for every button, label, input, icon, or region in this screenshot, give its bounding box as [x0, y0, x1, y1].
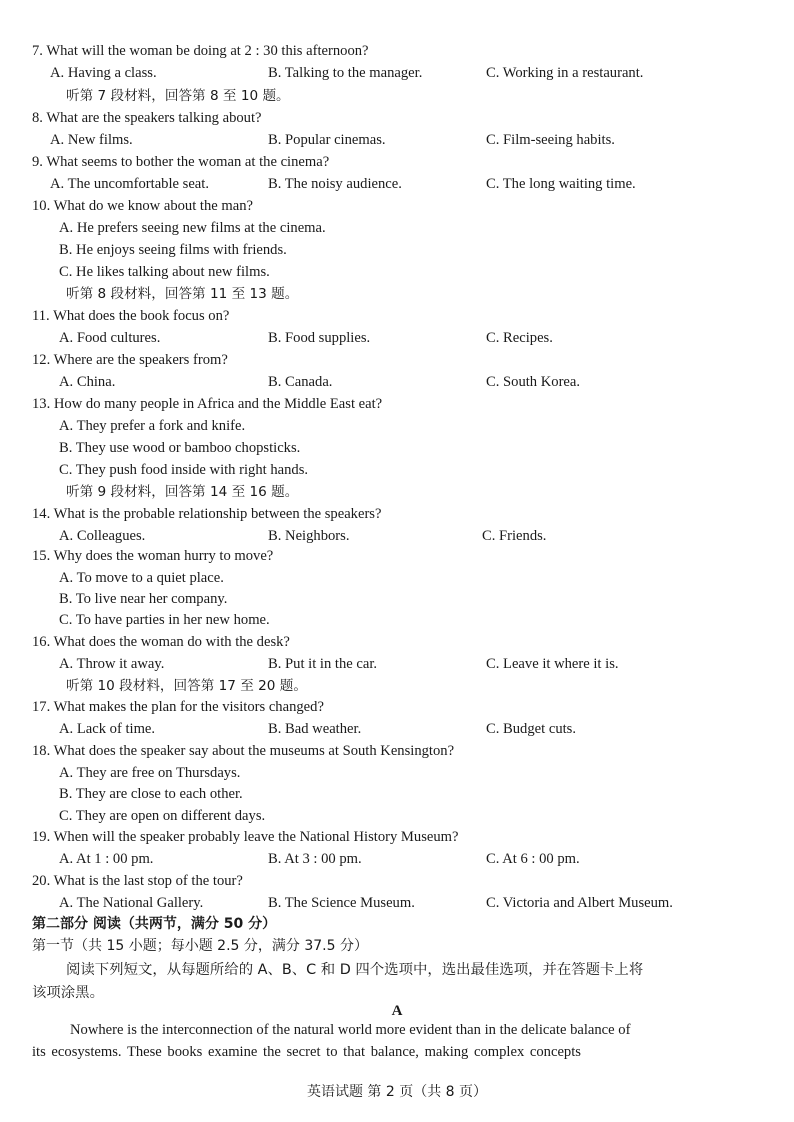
section-8-header: 听第 8 段材料，回答第 11 至 13 题。 — [66, 286, 299, 302]
q11-option-b: B. Food supplies. — [268, 330, 371, 346]
q9-option-c: C. The long waiting time. — [486, 176, 636, 192]
question-17: 17. What makes the plan for the visitors changed? — [32, 699, 324, 715]
q13-option-a: A. They prefer a fork and knife. — [59, 418, 246, 434]
part-two-heading: 第二部分 阅读（共两节，满分 50 分） — [32, 916, 277, 932]
question-8: 8. What are the speakers talking about? — [32, 110, 262, 126]
q20-option-c: C. Victoria and Albert Museum. — [486, 895, 673, 911]
q20-option-a: A. The National Gallery. — [59, 895, 204, 911]
question-15: 15. Why does the woman hurry to move? — [32, 548, 274, 564]
question-18: 18. What does the speaker say about the museums at South Kensington? — [32, 743, 455, 759]
q14-option-a: A. Colleagues. — [59, 528, 146, 544]
q19-option-b: B. At 3 : 00 pm. — [268, 851, 362, 867]
question-11: 11. What does the book focus on? — [32, 308, 230, 324]
q8-option-a: A. New films. — [50, 132, 133, 148]
q15-option-b: B. To live near her company. — [59, 591, 228, 607]
q10-option-b: B. He enjoys seeing films with friends. — [59, 242, 287, 258]
passage-line-2: its ecosystems. These books examine the secret to that balance, making complex concepts — [32, 1044, 581, 1060]
q9-option-a: A. The uncomfortable seat. — [50, 176, 209, 192]
q12-option-b: B. Canada. — [268, 374, 333, 390]
q10-option-c: C. He likes talking about new films. — [59, 264, 270, 280]
question-13: 13. How do many people in Africa and the Middle East eat? — [32, 396, 383, 412]
passage-title: A — [391, 1003, 403, 1019]
page-footer: 英语试题 第 2 页（共 8 页） — [306, 1084, 488, 1100]
question-16: 16. What does the woman do with the desk? — [32, 634, 290, 650]
q20-option-b: B. The Science Museum. — [268, 895, 415, 911]
q16-option-b: B. Put it in the car. — [268, 656, 378, 672]
question-14: 14. What is the probable relationship between the speakers? — [32, 506, 382, 522]
question-7: 7. What will the woman be doing at 2 : 30 this afternoon? — [32, 43, 369, 59]
q18-option-b: B. They are close to each other. — [59, 786, 243, 802]
reading-instruction-cont: 该项涂黑。 — [32, 985, 104, 1001]
q14-option-b: B. Neighbors. — [268, 528, 350, 544]
passage-line-1: Nowhere is the interconnection of the natural world more evident than in the delicate balance of — [70, 1022, 631, 1038]
q13-option-c: C. They push food inside with right hands. — [59, 462, 309, 478]
q8-option-c: C. Film-seeing habits. — [486, 132, 615, 148]
question-9: 9. What seems to bother the woman at the cinema? — [32, 154, 330, 170]
q7-option-a: A. Having a class. — [50, 65, 157, 81]
question-20: 20. What is the last stop of the tour? — [32, 873, 243, 889]
q14-option-c: C. Friends. — [482, 528, 547, 544]
q19-option-c: C. At 6 : 00 pm. — [486, 851, 580, 867]
q11-option-c: C. Recipes. — [486, 330, 553, 346]
q12-option-a: A. China. — [59, 374, 116, 390]
q19-option-a: A. At 1 : 00 pm. — [59, 851, 154, 867]
section-one-heading: 第一节（共 15 小题；每小题 2.5 分，满分 37.5 分） — [32, 938, 368, 954]
q17-option-b: B. Bad weather. — [268, 721, 362, 737]
q11-option-a: A. Food cultures. — [59, 330, 161, 346]
q9-option-b: B. The noisy audience. — [268, 176, 402, 192]
q13-option-b: B. They use wood or bamboo chopsticks. — [59, 440, 301, 456]
section-10-header: 听第 10 段材料，回答第 17 至 20 题。 — [66, 678, 307, 694]
q7-option-c: C. Working in a restaurant. — [486, 65, 644, 81]
question-12: 12. Where are the speakers from? — [32, 352, 228, 368]
q10-option-a: A. He prefers seeing new films at the cinema. — [59, 220, 326, 236]
q8-option-b: B. Popular cinemas. — [268, 132, 386, 148]
question-19: 19. When will the speaker probably leave the National History Museum? — [32, 829, 459, 845]
section-9-header: 听第 9 段材料，回答第 14 至 16 题。 — [66, 484, 299, 500]
q15-option-a: A. To move to a quiet place. — [59, 570, 224, 586]
q16-option-a: A. Throw it away. — [59, 656, 165, 672]
q7-option-b: B. Talking to the manager. — [268, 65, 423, 81]
q17-option-c: C. Budget cuts. — [486, 721, 576, 737]
q16-option-c: C. Leave it where it is. — [486, 656, 619, 672]
reading-instruction: 阅读下列短文，从每题所给的 A、B、C 和 D 四个选项中，选出最佳选项，并在答题卡上将 — [66, 962, 644, 978]
q15-option-c: C. To have parties in her new home. — [59, 612, 270, 628]
q18-option-c: C. They are open on different days. — [59, 808, 266, 824]
q12-option-c: C. South Korea. — [486, 374, 581, 390]
q17-option-a: A. Lack of time. — [59, 721, 156, 737]
question-10: 10. What do we know about the man? — [32, 198, 254, 214]
q18-option-a: A. They are free on Thursdays. — [59, 765, 241, 781]
section-7-header: 听第 7 段材料，回答第 8 至 10 题。 — [66, 88, 290, 104]
